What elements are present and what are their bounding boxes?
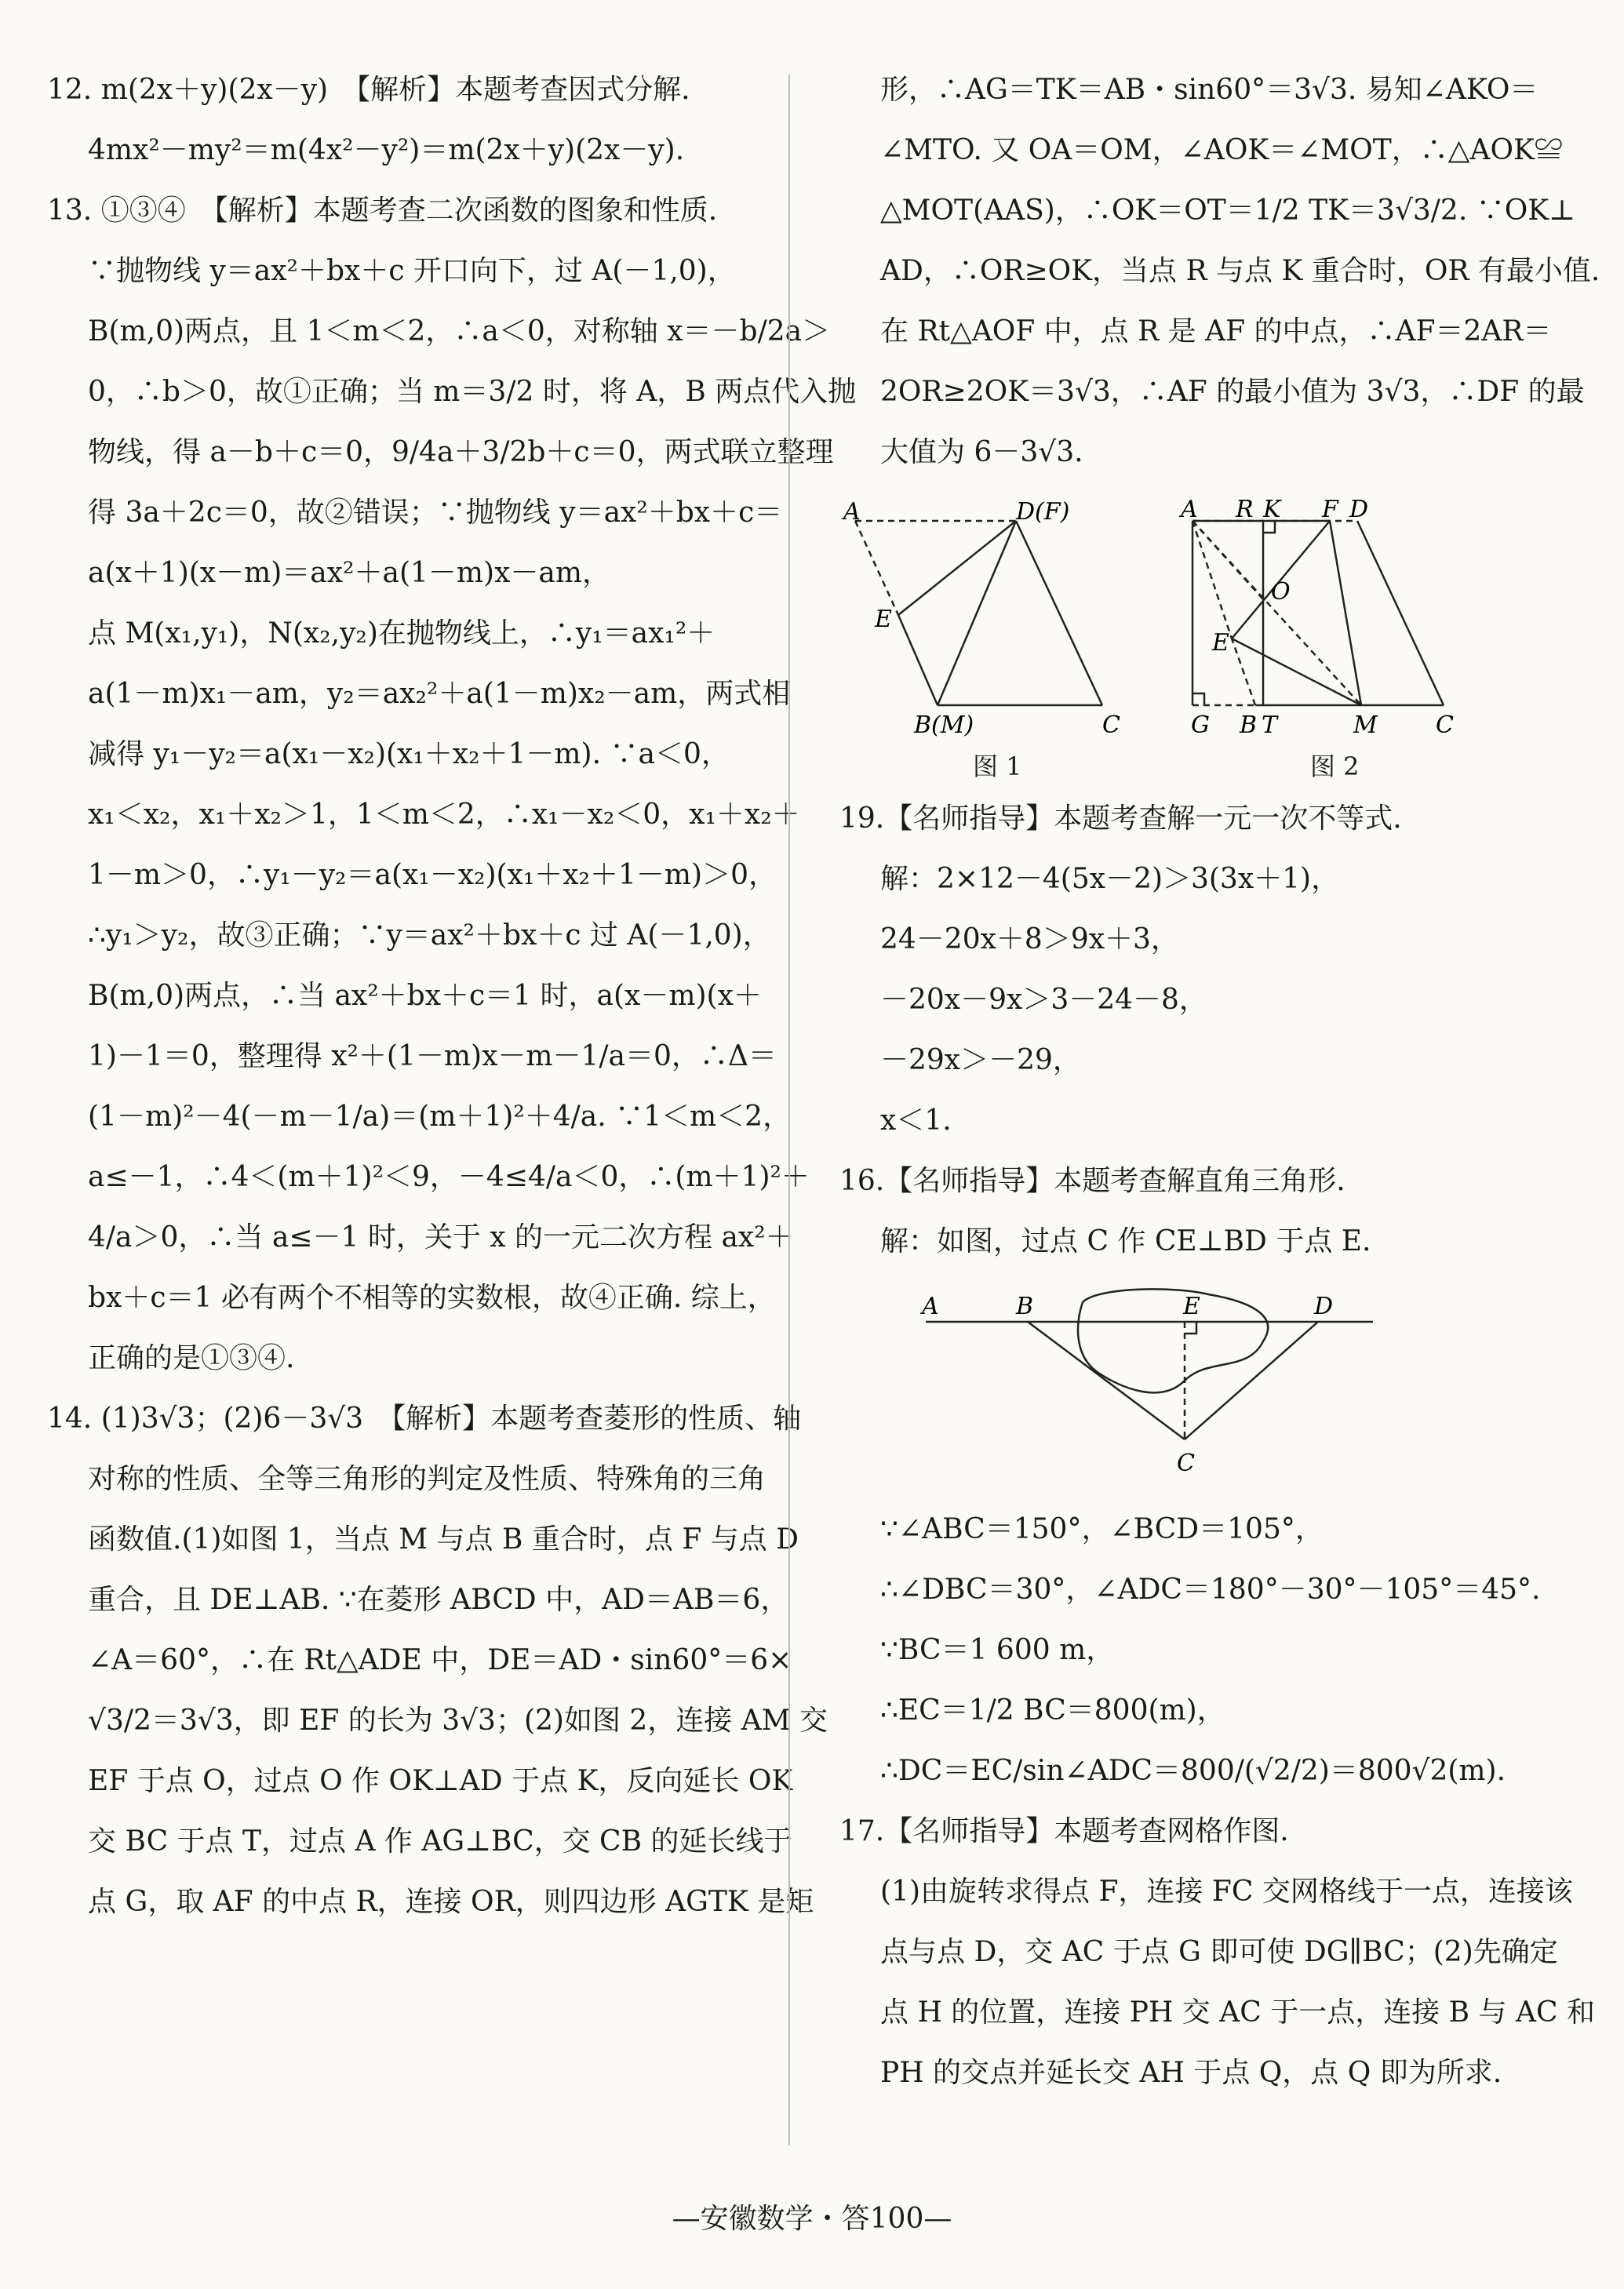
fig2-label-m: M — [1353, 711, 1378, 739]
lake-svg — [839, 1286, 1546, 1498]
left-text-line: 4mx²－my²＝m(4x²－y²)＝m(2x＋y)(2x－y). — [88, 134, 685, 166]
q16b-line: ∵BC＝1 600 m， — [880, 1634, 1115, 1666]
fig1-label-a: A — [843, 498, 861, 526]
left-text-line: ∠A＝60°，∴在 Rt△ADE 中，DE＝AD・sin60°＝6× — [88, 1644, 792, 1676]
q19-line: －29x＞－29， — [880, 1044, 1081, 1076]
rtop-line: 2OR≥2OK＝3√3，∴AF 的最小值为 3√3，∴DF 的最 — [880, 376, 1585, 408]
left-text-line: (1－m)²－4(－m－1/a)＝(m＋1)²＋4/a. ∵1＜m＜2， — [88, 1101, 792, 1133]
fig2-label-a: A — [1181, 497, 1198, 523]
fig2-label-k: K — [1263, 497, 1281, 523]
fig2-caption: 图 2 — [1310, 751, 1360, 781]
fig2-label-r: R — [1236, 497, 1254, 523]
lake-label-b: B — [1016, 1293, 1034, 1320]
lake-label-a: A — [922, 1293, 939, 1320]
rtop-line: AD，∴OR≥OK，当点 R 与点 K 重合时，OR 有最小值. — [880, 255, 1600, 287]
fig2-label-d: D — [1349, 497, 1369, 523]
figure-2 — [1161, 497, 1538, 756]
left-text-line: 0，∴b＞0，故①正确；当 m＝3/2 时，将 A，B 两点代入抛 — [88, 376, 857, 408]
q17-line: (1)由旋转求得点 F，连接 FC 交网格线于一点，连接该 — [880, 1876, 1573, 1908]
left-column — [47, 74, 857, 1947]
lake-label-d: D — [1314, 1293, 1334, 1320]
q19-line: 解：2×12－4(5x－2)＞3(3x＋1)， — [880, 863, 1340, 895]
fig2-label-o: O — [1271, 578, 1291, 606]
q16b-line: ∵∠ABC＝150°，∠BCD＝105°， — [880, 1513, 1324, 1545]
fig2-label-c: C — [1436, 711, 1454, 739]
fig1-label-e: E — [875, 606, 892, 633]
left-text-line: B(m,0)两点，且 1＜m＜2，∴a＜0，对称轴 x＝－b/2a＞ — [88, 315, 831, 348]
left-text-line: a(1－m)x₁－am，y₂＝ax₂²＋a(1－m)x₂－am，两式相 — [88, 678, 791, 710]
q16-line: 16.【名师指导】本题考查解直角三角形. — [839, 1165, 1345, 1197]
fig2-label-t: T — [1262, 711, 1278, 739]
lake-label-c: C — [1177, 1450, 1195, 1477]
left-text-line: 1－m＞0，∴y₁－y₂＝a(x₁－x₂)(x₁＋x₂＋1－m)＞0， — [88, 859, 777, 891]
fig2-label-e: E — [1212, 629, 1229, 657]
left-text-line: 函数值.(1)如图 1，当点 M 与点 B 重合时，点 F 与点 D — [88, 1523, 799, 1556]
rtop-line: 形，∴AG＝TK＝AB・sin60°＝3√3. 易知∠AKO＝ — [880, 74, 1538, 106]
rtop-line: ∠MTO. 又 OA＝OM，∠AOK＝∠MOT，∴△AOK≌ — [880, 134, 1563, 166]
rtop-line: 在 Rt△AOF 中，点 R 是 AF 的中点，∴AF＝2AR＝ — [880, 315, 1552, 348]
right-column — [839, 74, 1600, 2118]
left-text-line: ∵抛物线 y＝ax²＋bx＋c 开口向下，过 A(－1,0)， — [88, 255, 736, 287]
q16b-line: ∴∠DBC＝30°，∠ADC＝180°－30°－105°＝45°. — [880, 1574, 1541, 1606]
fig1-label-bm: B(M) — [914, 711, 974, 739]
left-text-line: 1)－1＝0，整理得 x²＋(1－m)x－m－1/a＝0，∴Δ＝ — [88, 1040, 777, 1072]
fig1-label-df: D(F) — [1016, 498, 1070, 526]
figure-1 — [839, 497, 1177, 756]
fig2-label-f: F — [1322, 497, 1338, 523]
left-text-line: x₁＜x₂，x₁＋x₂＞1，1＜m＜2，∴x₁－x₂＜0，x₁＋x₂＋ — [88, 799, 800, 831]
column-divider — [788, 75, 790, 2145]
fig2-label-g: G — [1191, 711, 1210, 739]
left-text-line: a(x＋1)(x－m)＝ax²＋a(1－m)x－am， — [88, 557, 610, 589]
left-text-line: 重合，且 DE⊥AB. ∵在菱形 ABCD 中，AD＝AB＝6， — [88, 1584, 789, 1616]
q17-line: 点与点 D，交 AC 于点 G 即可使 DG∥BC；(2)先确定 — [880, 1936, 1558, 1968]
left-text-line: 得 3a＋2c＝0，故②错误；∵抛物线 y＝ax²＋bx＋c＝ — [88, 497, 783, 529]
left-text-line: 正确的是①③④. — [88, 1342, 295, 1374]
lake-label-e: E — [1183, 1293, 1200, 1320]
left-text-line: 减得 y₁－y₂＝a(x₁－x₂)(x₁＋x₂＋1－m). ∵a＜0， — [88, 738, 730, 770]
lake-figure — [839, 1286, 1569, 1498]
fig2-label-b: B — [1240, 711, 1258, 739]
left-text-line: EF 于点 O，过点 O 作 OK⊥AD 于点 K，反向延长 OK — [88, 1765, 793, 1797]
left-text-line: 13. ①③④ 【解析】本题考查二次函数的图象和性质. — [47, 195, 718, 227]
page-footer: —安徽数学・答100— — [672, 2203, 952, 2235]
rtop-line: 大值为 6－3√3. — [880, 436, 1083, 468]
left-text-line: 物线，得 a－b＋c＝0，9/4a＋3/2b＋c＝0，两式联立整理 — [88, 436, 834, 468]
rtop-line: △MOT(AAS)，∴OK＝OT＝1/2 TK＝3√3/2. ∵OK⊥ — [880, 195, 1575, 227]
figures-q14 — [839, 497, 1569, 788]
q17-line: 点 H 的位置，连接 PH 交 AC 于一点，连接 B 与 AC 和 — [880, 1996, 1595, 2029]
fig1-caption: 图 1 — [973, 751, 1022, 781]
q16b-line: ∴DC＝EC/sin∠ADC＝800/(√2/2)＝800√2(m). — [880, 1755, 1506, 1787]
left-text-line: 12. m(2x＋y)(2x－y) 【解析】本题考查因式分解. — [47, 74, 690, 106]
q17-line: 17.【名师指导】本题考查网格作图. — [839, 1815, 1289, 1847]
q19-line: x＜1. — [880, 1104, 952, 1137]
left-text-line: B(m,0)两点，∴当 ax²＋bx＋c＝1 时，a(x－m)(x＋ — [88, 980, 762, 1012]
q19-line: 24－20x＋8＞9x＋3， — [880, 923, 1179, 955]
left-text-line: 点 G，取 AF 的中点 R，连接 OR，则四边形 AGTK 是矩 — [88, 1886, 814, 1918]
left-text-line: ∴y₁＞y₂，故③正确；∵y＝ax²＋bx＋c 过 A(－1,0)， — [88, 919, 771, 952]
left-text-line: 点 M(x₁,y₁)，N(x₂,y₂)在抛物线上，∴y₁＝ax₁²＋ — [88, 617, 716, 650]
left-text-line: 对称的性质、全等三角形的判定及性质、特殊角的三角 — [88, 1463, 766, 1495]
q16-line: 解：如图，过点 C 作 CE⊥BD 于点 E. — [880, 1225, 1371, 1257]
fig1-label-c: C — [1102, 711, 1120, 739]
left-text-line: √3/2＝3√3，即 EF 的长为 3√3；(2)如图 2，连接 AM 交 — [88, 1705, 828, 1737]
q16b-line: ∴EC＝1/2 BC＝800(m)， — [880, 1694, 1225, 1727]
left-text-line: 交 BC 于点 T，过点 A 作 AG⊥BC，交 CB 的延长线于 — [88, 1825, 792, 1858]
left-text-line: 14. (1)3√3；(2)6－3√3 【解析】本题考查菱形的性质、轴 — [47, 1403, 802, 1435]
left-text-line: 4/a＞0，∴当 a≤－1 时，关于 x 的一元二次方程 ax²＋ — [88, 1221, 794, 1254]
q17-line: PH 的交点并延长交 AH 于点 Q，点 Q 即为所求. — [880, 2057, 1502, 2089]
q19-line: －20x－9x＞3－24－8， — [880, 984, 1207, 1016]
left-text-line: bx＋c＝1 必有两个不相等的实数根，故④正确. 综上， — [88, 1282, 776, 1314]
q19-line: 19.【名师指导】本题考查解一元一次不等式. — [839, 802, 1402, 835]
left-text-line: a≤－1，∴4＜(m＋1)²＜9，－4≤4/a＜0，∴(m＋1)²＋ — [88, 1161, 810, 1193]
